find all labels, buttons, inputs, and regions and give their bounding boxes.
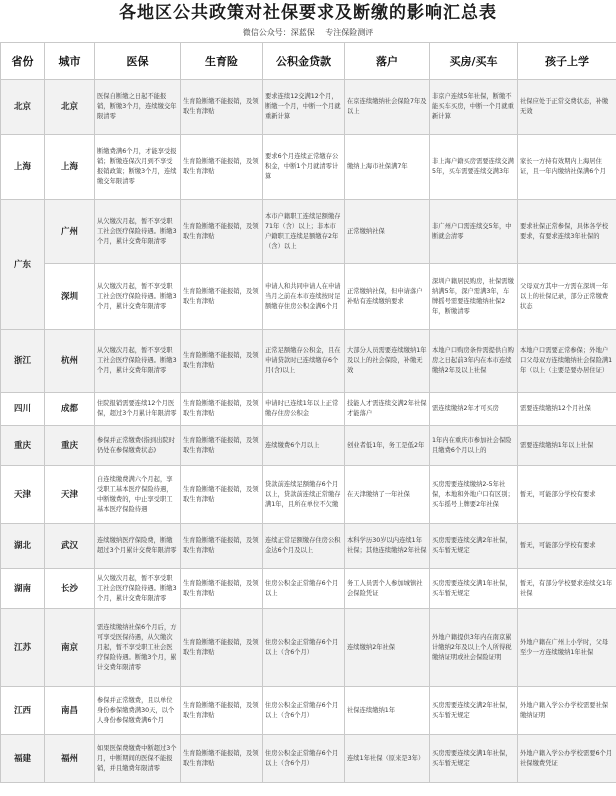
city-cell: 福州 [45,735,95,783]
hukou-text: 连续1年社保（原来是3年） [347,754,425,762]
city-cell: 成都 [45,393,95,426]
housing-fund-cell [263,393,345,426]
province-cell: 北京 [1,80,45,135]
housing-fund-cell [263,330,345,393]
maternity-cell [181,466,263,524]
school-cell [518,687,616,735]
table-row [1,135,616,200]
house-car-text: 买房需要连续交满1年社保，买车暂无规定 [432,579,512,597]
school-text: 暂无，可能部分学校有要求 [520,542,596,549]
house-car-text: 外地户籍提供3年内在南京累计缴纳2年及以上个人所得税缴纳证明或社会保险证明 [432,633,512,661]
hukou-text: 社保连续缴纳1年 [347,706,396,714]
school-cell [518,735,616,783]
housing-fund-text: 申请时已连续1年以上正常缴存住房公积金 [265,400,339,417]
header-school: 孩子上学 [518,43,616,80]
city-cell: 重庆 [45,426,95,466]
city-cell: 南昌 [45,687,95,735]
school-text: 要求社保正常参保，具体各学校要求，有要求连续3年社保的 [520,222,609,240]
table-row [1,330,616,393]
house-car-text: 买房需要连续缴纳2-5年社保，本地和外地户口有区别；买车摇号上牌要2年社保 [432,480,514,508]
page-title: 各地区公共政策对社保要求及断缴的影响汇总表 [119,3,497,23]
city-cell: 北京 [45,80,95,135]
city-cell: 天津 [45,466,95,524]
school-text: 外地户籍入学公办学校需要6个月社保缴费凭证 [520,749,613,767]
maternity-text: 生育险断缴不能报销，及领取生育津贴 [183,436,259,454]
hukou-text: 正常缴纳社保，但申请落户补贴有连续缴纳要求 [347,287,423,305]
hukou-text: 本科学历30岁以内连续1年社保；其他连续缴纳2年社保 [347,537,427,554]
province-cell: 江西 [1,687,45,735]
medical-cell [95,135,181,200]
city-cell: 南京 [45,609,95,687]
medical-cell [95,426,181,466]
housing-fund-text: 申请人和共同申请人在申请当月之前在本市连续按时足额缴存住房公积金满6个月 [265,282,341,310]
hukou-text: 务工人员需个人参加城镇社会保险凭证 [347,579,423,597]
housing-fund-cell [263,426,345,466]
medical-cell [95,735,181,783]
school-text: 外地户籍在广州上小学时，父母至少一方连续缴纳1年社保 [520,638,609,656]
housing-fund-text: 住房公积金正常缴存6个月以上 [265,579,339,597]
school-text: 需要连续缴纳12个月社保 [520,405,591,412]
maternity-cell [181,569,263,609]
house-car-cell [430,569,518,609]
province-cell: 天津 [1,466,45,524]
maternity-cell [181,264,263,330]
school-cell [518,330,616,393]
maternity-cell [181,393,263,426]
hukou-cell [345,200,430,264]
house-car-cell [430,80,518,135]
hukou-cell [345,135,430,200]
city-cell: 广州 [45,200,95,264]
maternity-cell [181,609,263,687]
house-car-text: 非广州户口需连续交5年，中断就会清零 [432,222,512,240]
school-cell [518,466,616,524]
city-cell: 武汉 [45,524,95,569]
maternity-text: 生育险断缴不能报销，及领取生育津贴 [183,222,259,240]
table-row [1,264,616,330]
housing-fund-text: 贷款前连续足额缴存6个月以上，贷款前连续正常缴存满1年，且所在单位不欠缴 [265,480,341,508]
hukou-text: 连续缴纳2年社保 [347,643,396,651]
housing-fund-text: 住房公积金正常缴存6个月以上（含6个月） [265,638,339,656]
medical-text: 需连续缴纳社保6个月后，方可享受医保待遇，从欠缴次月起，暂不享受职工社会医疗保险待遇。断缴3个月，累计交费年限清零 [97,623,177,671]
header-city: 城市 [45,43,95,80]
medical-cell [95,609,181,687]
medical-text: 从欠缴次月起，暂不享受职工社会医疗保险待遇。断缴3个月，累计交费年限清零 [97,217,177,245]
school-text: 需要连续缴纳1年以上社保 [520,441,594,449]
maternity-cell [181,330,263,393]
housing-fund-text: 连续缴费6个月以上 [265,441,320,449]
wechat-account: 微信公众号：深蓝保 [242,28,315,37]
table-row [1,80,616,135]
housing-fund-cell [263,264,345,330]
maternity-cell [181,687,263,735]
housing-fund-text: 要求连续12交满12个月，断缴一个月，中断一个月就重新计算 [265,93,341,120]
house-car-cell [430,687,518,735]
maternity-cell [181,200,263,264]
housing-fund-cell [263,687,345,735]
school-cell [518,609,616,687]
school-text: 外地户籍入学公办学校需要社保缴纳证明 [520,701,609,719]
maternity-text: 生育险断缴不能报销，及领取生育津贴 [183,701,259,719]
hukou-cell [345,524,430,569]
medical-cell [95,466,181,524]
medical-text: 从欠缴次月起，暂不享受职工社会医疗保险待遇。断缴3个月，累计交费年限清零 [97,282,177,310]
maternity-text: 生育险断缴不能报销，及领取生育津贴 [183,537,259,554]
hukou-cell [345,330,430,393]
hukou-text: 在京连续缴纳社会保险7年及以上 [347,98,427,115]
school-text: 父母双方其中一方需在深圳一年以上的社保记录，部分正常缴费状态 [520,282,609,310]
school-text: 暂无，有部分学校要求连续交1年社保 [520,579,613,597]
house-car-cell [430,135,518,200]
medical-text: 医保自断缴之日起不能报销，断缴3个月，连续缴交年限清零 [97,93,177,120]
province-cell: 上海 [1,135,45,200]
school-text: 本地户口需要正常参保；外地户口父母双方连续缴纳社会保险满1年（以上（主要是要办居住证） [520,347,613,374]
table-row [1,426,616,466]
medical-text: 断缴费满6个月，才能享受报销；断缴连保次月到不享受报销政策；断缴3个月，连续缴交年限清零 [97,148,177,185]
medical-text: 参保并正常缴费，且以单位身份参保缴费满30天，以个人身份参保缴费满6个月 [97,696,175,724]
medical-text: 从欠缴次月起，暂不享受职工社会医疗保险待遇。断缴3个月，累计交费年限清零 [97,574,177,602]
house-car-text: 买房需要连续交满1年社保，买车暂无规定 [432,749,512,767]
maternity-text: 生育险断缴不能报销，及领取生育津贴 [183,158,259,175]
maternity-text: 生育险断缴不能报销，及领取生育津贴 [183,485,259,503]
housing-fund-text: 连续正常足额缴存住房公积金达6个月及以上 [265,537,341,554]
maternity-cell [181,135,263,200]
province-cell: 浙江 [1,330,45,393]
hukou-text: 大部分人员需要连续缴纳1年及以上的社会保险，补缴无效 [347,347,427,374]
house-car-text: 买房需要连续交满2年社保，买车暂无规定 [432,537,512,554]
province-cell: 四川 [1,393,45,426]
hukou-cell [345,80,430,135]
house-car-cell [430,735,518,783]
maternity-text: 生育险断缴不能报销，及领取生育津贴 [183,749,259,767]
table-row [1,200,616,264]
school-cell [518,569,616,609]
table-row [1,569,616,609]
school-text: 社保应处于正常交费状态，补缴无效 [520,98,609,115]
table-row [1,687,616,735]
table-row [1,735,616,783]
province-cell: 湖南 [1,569,45,609]
medical-text: 参保并正常缴费(指到出院时仍处在参保缴费状态) [97,436,176,454]
motto: 专注保险测评 [325,28,374,37]
medical-cell [95,200,181,264]
hukou-cell [345,264,430,330]
housing-fund-text: 本市户籍职工连续足额缴存71年（含）以上；非本市户籍职工连续足额缴存2年（含）以上 [265,212,341,250]
header-province: 省份 [1,43,45,80]
school-cell [518,200,616,264]
maternity-cell [181,426,263,466]
medical-cell [95,569,181,609]
header-hukou: 落户 [345,43,430,80]
housing-fund-text: 要求6个月连续正常缴存公积金，中断1个月就清零计算 [265,153,339,180]
housing-fund-cell [263,466,345,524]
school-cell [518,135,616,200]
house-car-cell [430,609,518,687]
medical-cell [95,393,181,426]
house-car-cell [430,393,518,426]
medical-cell [95,264,181,330]
medical-cell [95,687,181,735]
medical-text: 连续缴纳医疗保险费，断缴超过3个月累计交费年限清零 [97,537,177,554]
policy-table [0,42,616,783]
maternity-cell [181,80,263,135]
province-cell: 重庆 [1,426,45,466]
province-cell: 福建 [1,735,45,783]
maternity-cell [181,524,263,569]
school-text: 暂无，可能部分学校有要求 [520,490,596,498]
maternity-cell [181,735,263,783]
house-car-text: 需连续缴纳2年才可买房 [432,405,499,412]
hukou-cell [345,609,430,687]
table-row [1,393,616,426]
housing-fund-cell [263,135,345,200]
city-cell: 上海 [45,135,95,200]
hukou-cell [345,687,430,735]
hukou-cell [345,569,430,609]
house-car-cell [430,524,518,569]
province-cell: 湖北 [1,524,45,569]
table-row [1,466,616,524]
housing-fund-text: 住房公积金正常缴存6个月以上（含6个月） [265,701,339,719]
housing-fund-cell [263,80,345,135]
maternity-text: 生育险断缴不能报销，及领取生育津贴 [183,352,259,369]
hukou-text: 缴纳上海市社保满7年 [347,163,408,170]
maternity-text: 生育险断缴不能报销，及领取生育津贴 [183,638,259,656]
maternity-text: 生育险断缴不能报销，及领取生育津贴 [183,579,259,597]
medical-cell [95,80,181,135]
province-cell: 江苏 [1,609,45,687]
house-car-cell [430,426,518,466]
housing-fund-text: 正常足额缴存公积金，且在申请贷款时已连续缴存6个月(含)以上 [265,347,341,374]
hukou-text: 技能人才需连续交满2年社保才能落户 [347,400,427,417]
hukou-cell [345,426,430,466]
city-cell: 长沙 [45,569,95,609]
header-maternity: 生育险 [181,43,263,80]
subtitle [0,26,616,40]
hukou-text: 创业者低1年，务工是低2年 [347,441,425,449]
house-car-cell [430,330,518,393]
hukou-cell [345,735,430,783]
school-cell [518,426,616,466]
housing-fund-text: 住房公积金正常缴存6个月以上（含6个月） [265,749,339,767]
house-car-text: 1年内在重庆市参加社会保险且缴费6个月以上的 [432,436,512,454]
hukou-text: 正常缴纳社保 [347,227,385,235]
school-text: 家长一方持有效期内上海居住证，且一年内缴纳社保满6个月 [520,158,606,175]
house-car-cell [430,466,518,524]
city-cell: 杭州 [45,330,95,393]
house-car-text: 非京户连续5年社保，断缴不能买车买房，中断一个月就重新计算 [432,93,514,120]
hukou-cell [345,393,430,426]
table-row [1,524,616,569]
school-cell [518,524,616,569]
medical-text: 自连续缴费满六个月起，享受职工基本医疗保险待遇，中断缴费的，中止享受职工基本医疗保险待遇 [97,475,173,513]
school-cell [518,264,616,330]
housing-fund-cell [263,200,345,264]
house-car-text: 深圳户籍居民购房，社保需缴纳满5年，深户需满3年，车牌摇号需要连续缴纳社保2年，断缴清零 [432,277,514,315]
header-medical: 医保 [95,43,181,80]
medical-text: 如果医保费缴费中断超过3个月，中断期间的医保不能报销，并且缴费年限清零 [97,744,177,772]
table-row [1,609,616,687]
housing-fund-cell [263,569,345,609]
medical-text: 从欠缴次月起，暂不享受职工社会医疗保险待遇。断缴3个月，累计交费年限清零 [97,347,177,374]
maternity-text: 生育险断缴不能报销，及领取生育津贴 [183,98,259,115]
house-car-text: 本地户口购房条件需提供自购房之日起前3年内在本市连续缴纳2年及以上社保 [432,347,514,374]
medical-text: 住院报销需要连续12个月医保，超过3个月累计年限清零 [97,400,177,417]
school-cell [518,393,616,426]
medical-cell [95,330,181,393]
hukou-cell [345,466,430,524]
hukou-text: 在天津缴纳了一年社保 [347,490,410,498]
maternity-text: 生育险断缴不能报销，及领取生育津贴 [183,400,259,417]
house-car-text: 买房需要连续交满2年社保，买车暂无规定 [432,701,512,719]
header-row [1,43,616,80]
header-house-car: 买房/买车 [430,43,518,80]
housing-fund-cell [263,524,345,569]
school-cell [518,80,616,135]
maternity-text: 生育险断缴不能报销，及领取生育津贴 [183,287,259,305]
house-car-cell [430,264,518,330]
house-car-cell [430,200,518,264]
header-housing-fund: 公积金贷款 [263,43,345,80]
medical-cell [95,524,181,569]
housing-fund-cell [263,735,345,783]
city-cell: 深圳 [45,264,95,330]
house-car-text: 非上海户籍买房需要连续交满5年，买车需要连续交满3年 [432,158,514,175]
housing-fund-cell [263,609,345,687]
province-cell: 广东 [1,200,45,330]
